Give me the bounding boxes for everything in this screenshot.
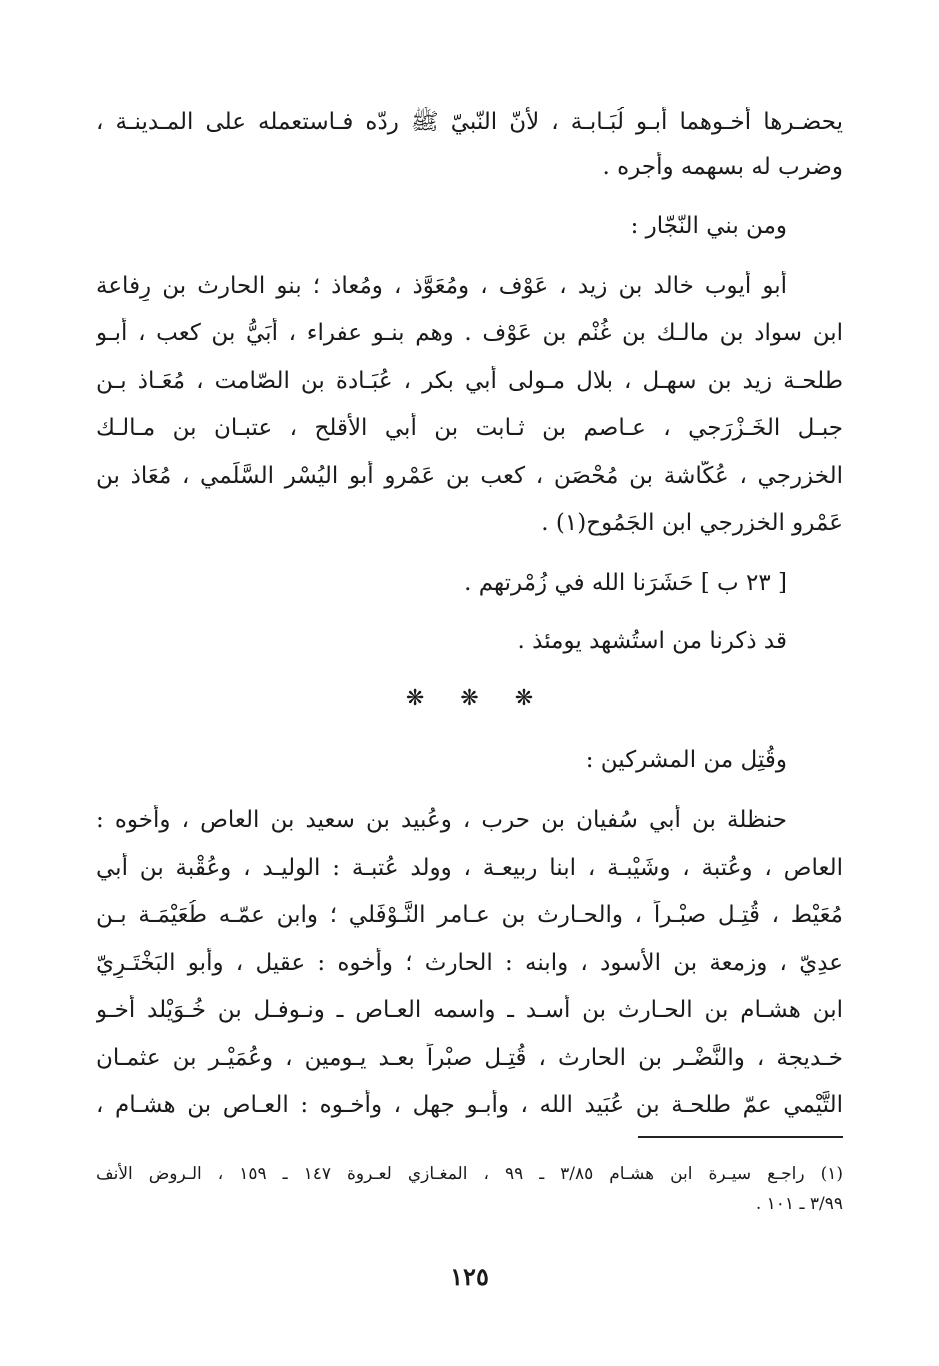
text-line: خـديجة ، والنَّضْـر بن الحارث ، قُتِـل صبْراً بعـد يـومين ، وعُمَيْـر بن عثمـان (96, 1045, 843, 1071)
text-line: الخزرجي ، عُكّاشة بن مُحْصَن ، كعب بن عَمْرو أبو اليُسْر السَّلَمي ، مُعَاذ بن (96, 463, 843, 489)
text-line: العاص ، وعُتبة ، وشَيْبـة ، ابنا ربيعـة ، وولد عُتبـة : الوليـد ، وعُقْبة بن أبي (96, 855, 843, 881)
footnote-divider (638, 1136, 843, 1138)
asterism-icon: ❋ (460, 686, 479, 711)
text-line: وضرب له بسهمه وأجره . (602, 154, 843, 180)
text-line: عَمْرو الخزرجي ابن الجَمُوح(١) . (541, 510, 843, 536)
text-line: طلحـة زيد بن سهـل ، بلال مـولى أبي بكر ، عُبَـادة بن الصّامت ، مُعَـاذ بـن (96, 368, 843, 394)
text-line: ابن هشـام بن الحـارث بن أسـد ـ واسمه العـاص ـ ونـوفـل بن خُـوَيْلد أخـو (96, 997, 843, 1023)
text-line: عدِيّ ، وزمعة بن الأسود ، وابنه : الحارث ؛ وأخوه : عقيل ، وأبو البَخْتَـرِيّ (96, 950, 843, 976)
text-line: يحضـرها أخـوهما أبـو لُبَـابـة ، لأنّ النّبيّ ﷺ ردّه فـاستعمله على المـدينـة ، (96, 109, 843, 135)
text-line: ابن سواد بن مالـك بن غُنْم بن عَوْف . وهم بنـو عفراء ، أُبَيُّ بن كعب ، أبـو (96, 320, 843, 346)
asterism-icon: ❋ (514, 686, 534, 711)
footnote-line: ٣/٩٩ ـ ١٠١ . (755, 1194, 843, 1214)
text-line: قد ذكرنا من استُشهد يومئذ . (517, 628, 787, 654)
asterism-icon: ❋ (405, 686, 425, 711)
footnote-line: (١) راجـع سيـرة ابن هشـام ٣/٨٥ ـ ٩٩ ، المغـازي لعـروة ١٤٧ ـ ١٥٩ ، الـروض الأنف (96, 1164, 843, 1184)
text-line: مُعَيْط ، قُتِـل صبْـراً ، والحـارث بن عـامر النَّـوْفَلي ؛ وابن عمّـه طُعَيْمَـة بـن (96, 902, 843, 928)
section-separator (0, 686, 939, 711)
text-line: أبو أيوب خالد بن زيد ، عَوْف ، ومُعَوَّذ ، ومُعاذ ؛ بنو الحارث بن رِفاعة (96, 273, 787, 299)
text-line: التَّيْمي عمّ طلحـة بن عُبَيد الله ، وأبـو جهل ، وأخـوه : العـاص بن هشـام ، (96, 1092, 843, 1118)
section-heading: وقُتِل من المشركين : (585, 747, 787, 773)
section-heading: ومن بني النّجّار : (630, 213, 787, 239)
text-line: حنظلة بن أبي سُفيان بن حرب ، وعُبيد بن سعيد بن العاص ، وأخوه : (96, 807, 787, 833)
text-line: جبـل الخَـزْرَجي ، عـاصم بن ثـابت بن أبي الأقلح ، عتبـان بن مـالـك (96, 415, 843, 441)
text-line: [ ٢٣ ب ] حَشَرَنا الله في زُمْرتهم . (464, 570, 787, 596)
page-number: ١٢٥ (450, 1262, 489, 1291)
